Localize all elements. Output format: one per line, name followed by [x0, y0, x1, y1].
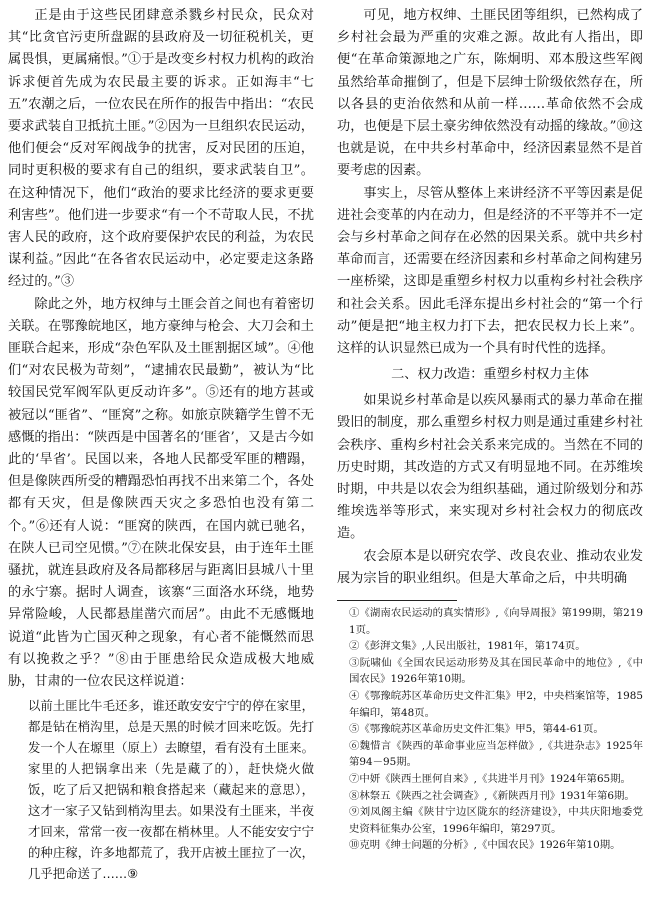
footnote: ⑥魏惜言《陕西的革命事业应当怎样做》,《共进杂志》1925年第94－95期。	[349, 739, 643, 769]
body-paragraph: 除此之外，地方权绅与土匪会首之间也有着密切关联。在鄂豫皖地区，地方豪绅与枪会、大刀会和土匪联合起来，形成“杂色军队及土匪割据区域”。④他们“对农民极为苛刻”，“逮捕农民最勤”，被认为“比较国民党军阀军队更反动许多”。⑤还有的地方甚或被冠以“匪省”、“匪窝”之称。如旅京陕籍学生曾不无感慨的指出：“陕西是中国著名的‘匪省’，又是古今如此的‘旱省’。民国以来，各地人民都受军匪的糟蹋，但是像陕西所受的糟蹋恐怕再找不出来第二个，各处都有天灾，但是像陕西天灾之多恐怕也没有第二个。”⑥还有人说：“匪窝的陕西，在国内就已驰名，在陕人已司空见惯。”⑦在陕北保安县，由于连年土匪骚扰，就连县政府及各局都移居与距离旧县城八十里的永宁寨。据时人调查，该寨“三面洛水环绕，地势异常险峻，人民都悬崖凿穴而居”。由此不无感慨地说道“此皆为亡国灭种之现象，有心者不能慨然而思有以挽救之乎？”⑧由于匪患给民众造成极大地威胁，甘肃的一位农民这样说道：	[8, 296, 314, 690]
footnote: ①《湖南农民运动的真实情形》,《向导周报》第199期，第2191页。	[349, 607, 643, 636]
footnote-divider	[337, 600, 457, 601]
footnote: ②《彭湃文集》,人民出版社，1981年，第174页。	[349, 640, 586, 653]
two-column-layout	[8, 5, 643, 919]
footnotes-list	[337, 605, 643, 854]
section-heading: 二、权力改造：重塑乡村权力主体	[391, 367, 589, 383]
footnote: ⑨刘凤阁主编《陕甘宁边区陇东的经济建设》，中共庆阳地委党史资料征集办公室，1996年编印，第297页。	[349, 806, 643, 835]
footnote: ⑤《鄂豫皖苏区革命历史文件汇集》甲5，第44-61页。	[349, 723, 604, 736]
body-paragraph: 如果说乡村革命是以疾风暴雨式的暴力革命在摧毁旧的制度，那么重塑乡村权力则是通过重建乡村社会秩序、重构乡村社会关系来完成的。当然在不同的历史时期，其改造的方式又有明显地不同。在苏维埃时期，中共是以农会为组织基础，通过阶级划分和苏维埃选举等形式，来实现对乡村社会权力的彻底改造。	[337, 393, 643, 542]
block-quote: 以前土匪比牛毛还多，谁还敢安安宁宁的停在家里，都是钻在梢沟里，总是天黑的时候才回来吃饭。先打发一个人在塬里（原上）去瞭望，看有没有土匪来。家里的人把锅拿出来（先是藏了的），赶快烧火做饭，吃了后又把锅和粮食搭起来（藏起来的意思），这才一家子又钻到梢沟里去。如果没有土匪来，半夜才回来，常常一夜一夜都在梢林里。人不能安安宁宁的种庄稼，许多地都荒了，我开店被土匪拉了一次，几乎把命送了……⑨	[28, 698, 314, 882]
footnote: ③阮啸仙《全国农民运动形势及其在国民革命中的地位》,《中国农民》1926年第10期。	[349, 656, 643, 686]
body-paragraph: 农会原本是以研究农学、改良农业、推动农业发展为宗旨的职业组织。但是大革命之后，中共明确	[337, 548, 643, 586]
footnote: ⑩克明《绅士问题的分析》,《中国农民》1926年第10期。	[349, 839, 621, 852]
body-paragraph: 可见，地方权绅、土匪民团等组织，已然构成了乡村社会最为严重的灾难之源。故此有人指出，即便“在革命策源地之广东，陈炯明、邓本殷这些军阀虽然给革命摧倒了，但是下层绅士阶级依然存在，所以各县的吏治依然和从前一样……革命依然不会成功，也便是下层土豪劣绅依然没有动摇的缘故。”⑩这也就是说，在中共乡村革命中，经济因素显然不是首要考虑的因素。	[337, 8, 643, 179]
body-paragraph: 事实上，尽管从整体上来讲经济不平等因素是促进社会变革的内在动力，但是经济的不平等并不一定会与乡村革命之间存在必然的因果关系。就中共乡村革命而言，还需要在经济因素和乡村革命之间构建另一座桥梁，这即是重塑乡村权力以重构乡村社会秩序和社会关系。因此毛泽东提出乡村社会的“第一个行动”便是把“地主权力打下去，把农民权力长上来”。这样的认识显然已成为一个具有时代性的选择。	[337, 185, 643, 357]
right-column	[337, 5, 643, 919]
left-column	[8, 5, 314, 919]
footnote: ④《鄂豫皖苏区革命历史文件汇集》甲2，中央档案馆等，1985年编印，第48页。	[349, 690, 643, 719]
footnote: ⑧林祭五《陕西之社会调查》,《新陕西月刊》1931年第6期。	[349, 789, 635, 802]
footnote: ⑦中妍《陕西土匪何自来》,《共进半月刊》1924年第65期。	[349, 773, 631, 786]
body-paragraph: 正是由于这些民团肆意杀戮乡村民众，民众对其“比贪官污吏所盘踞的县政府及一切征税机关，更属畏惧，更属痛恨。”①于是改变乡村权力机构的政治诉求便首先成为农民最主要的诉求。正如海丰“七五”农潮之后，一位农民在所作的报告中指出：“农民要求武装自卫抵抗土匪。”②因为一旦组织农民运动，他们便会“反对军阀战争的扰害，反对民团的压迫，同时更积极的要求有自己的组织，要求武装自卫”。在这种情况下，他们“政治的要求比经济的要求更要利害些”。他们进一步要求“有一个不苛取人民，不扰害人民的政府，这个政府要保护农民的利益，为农民谋利益。”因此“在各省农民运动中，必定要走这条路经过的。”③	[8, 8, 314, 290]
